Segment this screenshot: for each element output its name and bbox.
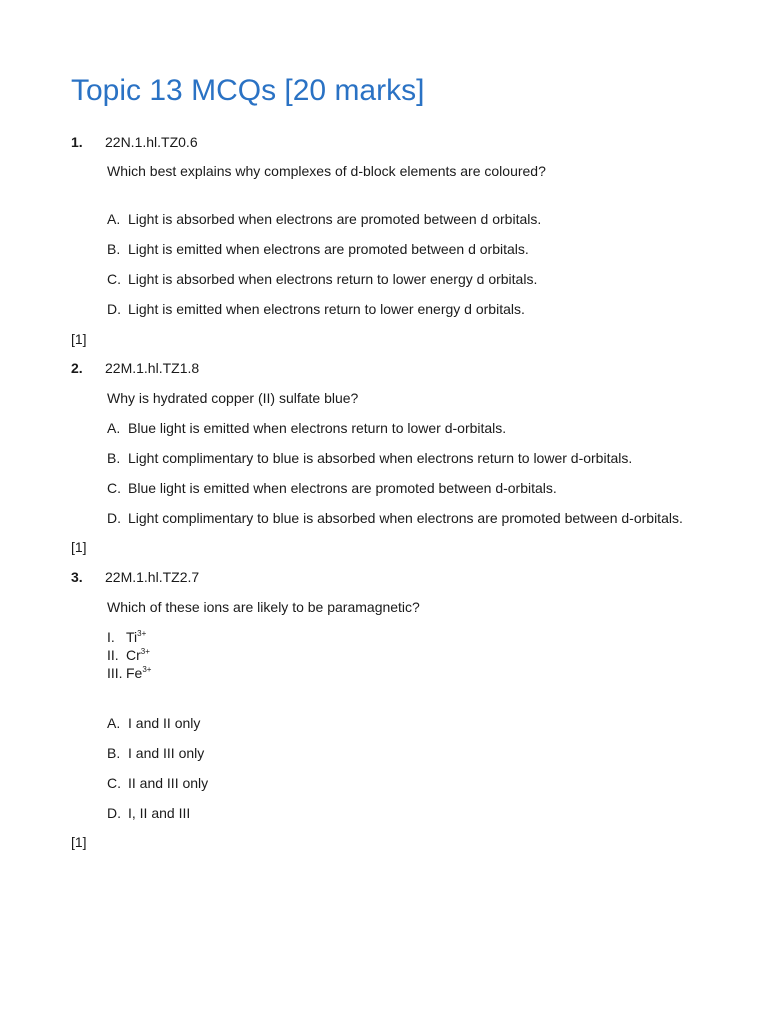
option-text: Light complimentary to blue is absorbed when electrons return to lower d-orbitals. bbox=[128, 450, 633, 466]
question-code: 22M.1.hl.TZ2.7 bbox=[105, 569, 200, 585]
option-letter: B. bbox=[107, 450, 121, 466]
question-code: 22M.1.hl.TZ1.8 bbox=[105, 360, 200, 376]
option-text: Light is absorbed when electrons return to lower energy d orbitals. bbox=[128, 271, 538, 287]
option-letter: B. bbox=[107, 745, 121, 761]
option-b bbox=[107, 744, 204, 762]
option-text: Light complimentary to blue is absorbed when electrons are promoted between d-orbitals. bbox=[128, 510, 683, 526]
option-letter: B. bbox=[107, 241, 121, 257]
option-text: Light is emitted when electrons return to lower energy d orbitals. bbox=[128, 301, 525, 317]
ion-item bbox=[107, 664, 151, 682]
option-a bbox=[107, 419, 506, 437]
option-c bbox=[107, 479, 557, 497]
option-b bbox=[107, 240, 529, 258]
option-b bbox=[107, 449, 632, 467]
ion-symbol: Ti bbox=[126, 629, 138, 645]
option-letter: A. bbox=[107, 715, 121, 731]
ion-numeral: III. bbox=[107, 665, 123, 681]
option-letter: D. bbox=[107, 301, 121, 317]
option-text: Blue light is emitted when electrons are promoted between d-orbitals. bbox=[128, 480, 557, 496]
ion-numeral: II. bbox=[107, 647, 119, 663]
option-letter: D. bbox=[107, 510, 121, 526]
option-c bbox=[107, 270, 537, 288]
ion-numeral: I. bbox=[107, 629, 115, 645]
option-a bbox=[107, 210, 541, 228]
option-d bbox=[107, 300, 525, 318]
option-letter: A. bbox=[107, 420, 121, 436]
question-number: 2. bbox=[71, 360, 83, 376]
option-d bbox=[107, 509, 683, 527]
ion-item bbox=[107, 628, 146, 646]
option-letter: C. bbox=[107, 271, 121, 287]
ion-item bbox=[107, 646, 150, 664]
marks-label: [1] bbox=[71, 834, 87, 850]
ion-symbol: Fe bbox=[126, 665, 143, 681]
question-stem: Which of these ions are likely to be paramagnetic? bbox=[107, 599, 420, 615]
ion-symbol: Cr bbox=[126, 647, 141, 663]
option-d bbox=[107, 804, 190, 822]
question-number: 3. bbox=[71, 569, 83, 585]
option-letter: C. bbox=[107, 480, 121, 496]
option-text: Blue light is emitted when electrons return to lower d-orbitals. bbox=[128, 420, 507, 436]
option-text: Light is emitted when electrons are promoted between d orbitals. bbox=[128, 241, 529, 257]
option-c bbox=[107, 774, 208, 792]
page-title: Topic 13 MCQs [20 marks] bbox=[71, 74, 425, 107]
option-text: I, II and III bbox=[128, 805, 191, 821]
option-letter: A. bbox=[107, 211, 121, 227]
question-stem: Why is hydrated copper (II) sulfate blue? bbox=[107, 390, 359, 406]
option-a bbox=[107, 714, 200, 732]
marks-label: [1] bbox=[71, 539, 87, 555]
option-text: II and III only bbox=[128, 775, 209, 791]
option-text: I and III only bbox=[128, 745, 205, 761]
option-letter: D. bbox=[107, 805, 121, 821]
ion-charge: 3+ bbox=[142, 665, 152, 674]
question-code: 22N.1.hl.TZ0.6 bbox=[105, 134, 198, 150]
question-number: 1. bbox=[71, 134, 83, 150]
option-text: I and II only bbox=[128, 715, 201, 731]
option-letter: C. bbox=[107, 775, 121, 791]
option-text: Light is absorbed when electrons are promoted between d orbitals. bbox=[128, 211, 542, 227]
question-stem: Which best explains why complexes of d-block elements are coloured? bbox=[107, 163, 546, 179]
ion-charge: 3+ bbox=[140, 647, 150, 656]
marks-label: [1] bbox=[71, 331, 87, 347]
ion-charge: 3+ bbox=[137, 629, 147, 638]
